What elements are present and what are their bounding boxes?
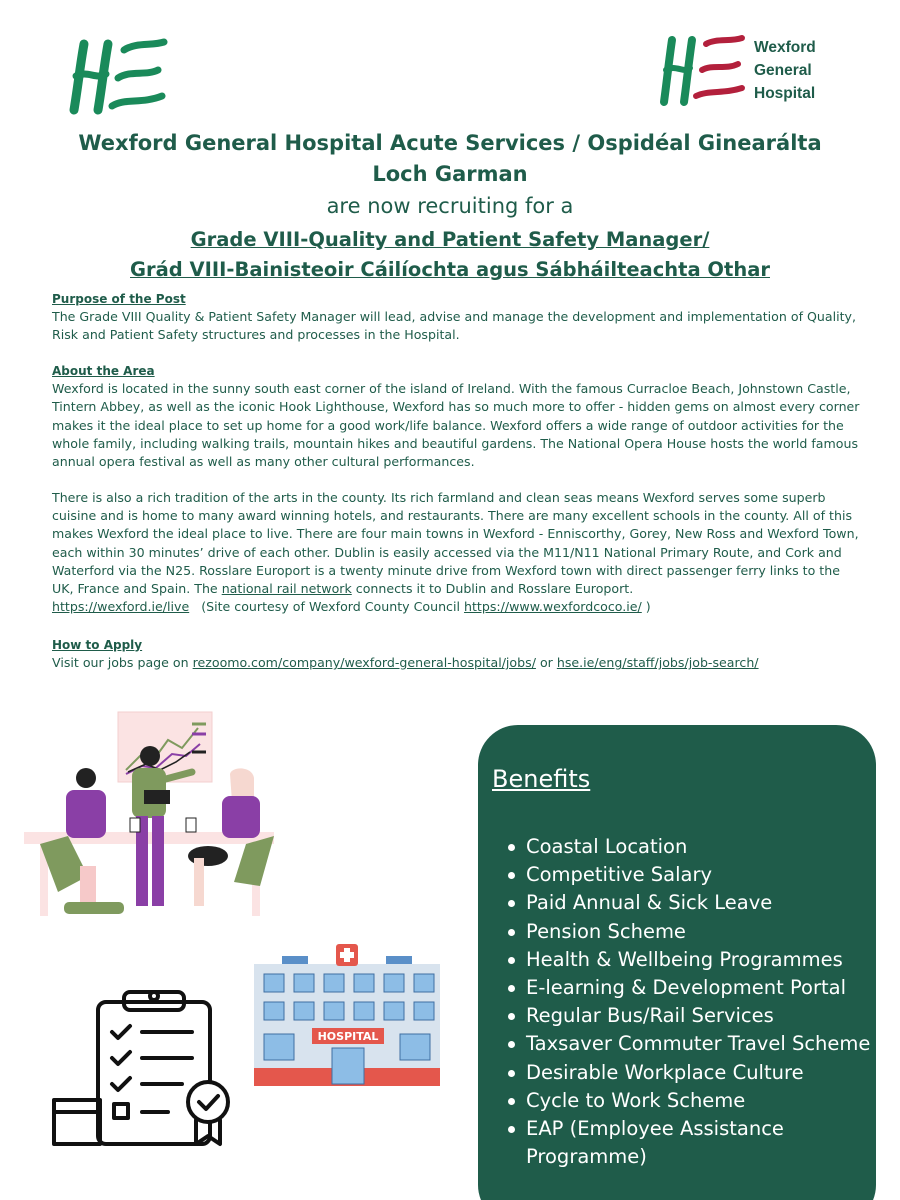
benefit-item: Cycle to Work Scheme: [506, 1087, 876, 1115]
benefit-item: EAP (Employee Assistance Programme): [506, 1115, 876, 1171]
apply-section: [52, 636, 862, 672]
meeting-illustration: [22, 706, 282, 921]
area-section: [52, 362, 862, 471]
hse-logo: [66, 36, 174, 116]
wexford-live-link[interactable]: https://wexford.ie/live: [52, 599, 190, 615]
wexford-general-hospital-logo: [656, 32, 832, 108]
benefit-item: Desirable Workplace Culture: [506, 1059, 876, 1087]
hse-logo-mark: [66, 36, 174, 116]
rezoomo-link[interactable]: rezoomo.com/company/wexford-general-hospital/jobs/: [192, 655, 536, 671]
area-paragraph-2-text: There is also a rich tradition of the arts in the county. Its rich farmland and clean seas means Wexford serves some superb cuisine and is home to many award winning hotels, and restaurants. There are many excellent schools in the county. All of this makes Wexford the ideal place to live. There are four main towns in Wexford - Enniscorthy, Gorey, New Ross and Wexford Town, each within 30 minutes’ drive of each other. Dublin is easily accessed via the M11/N11 National Primary Route, and Cork and Waterford via the N25. Rosslare Europort is a twenty minute drive from Wexford town with direct passenger ferry links to the UK, France and Spain. The: [52, 490, 859, 597]
benefit-item: Regular Bus/Rail Services: [506, 1002, 876, 1030]
benefits-list: [506, 833, 876, 1171]
benefit-item: Paid Annual & Sick Leave: [506, 889, 876, 917]
purpose-text: The Grade VIII Quality & Patient Safety Manager will lead, advise and manage the development and implementation of Quality, Risk and Patient Safety structures and processes in the Hospital.: [52, 309, 857, 343]
meeting-illustration-art: [22, 706, 282, 921]
hospital-sign-text: HOSPITAL: [317, 1030, 379, 1043]
wgh-logo-mark: [656, 32, 748, 108]
benefits-panel: [478, 725, 876, 1200]
national-rail-link[interactable]: national rail network: [221, 581, 352, 597]
courtesy-text: (Site courtesy of Wexford County Council: [189, 599, 464, 615]
org-title: Wexford General Hospital Acute Services / Ospidéal Ginearálta Loch Garman: [78, 131, 822, 186]
hospital-illustration: [252, 944, 442, 1089]
area-heading: About the Area: [52, 364, 155, 378]
area-paragraph-1: Wexford is located in the sunny south east corner of the island of Ireland. With the famous Curracloe Beach, Johnstown Castle, Tintern Abbey, as well as the iconic Hook Lighthouse, Wexford has so much more to offer - hidden gems on almost every corner makes it the ideal place to set up home for a good work/life balance. Wexford offers a wide range of outdoor activities for the whole family, including walking trails, mountain hikes and beautiful gardens. The National Opera House hosts the world famous annual opera festival as well as many other cultural performances.: [52, 381, 860, 470]
benefit-item: E-learning & Development Portal: [506, 974, 876, 1002]
wgh-logo-line: Wexford: [754, 39, 816, 56]
purpose-heading: Purpose of the Post: [52, 292, 186, 306]
wgh-logo-text: [754, 36, 816, 105]
wgh-logo-line: General: [754, 62, 812, 79]
benefit-item: Competitive Salary: [506, 861, 876, 889]
purpose-section: [52, 290, 862, 345]
apply-or: or: [535, 655, 557, 671]
benefit-item: Taxsaver Commuter Travel Scheme: [506, 1030, 876, 1058]
benefit-item: Pension Scheme: [506, 918, 876, 946]
apply-heading: How to Apply: [52, 638, 143, 652]
wexford-council-link[interactable]: https://www.wexfordcoco.ie/: [463, 599, 642, 615]
recruit-line: are now recruiting for a: [326, 194, 574, 218]
role-title-irish: Grád VIII-Bainisteoir Cáilíochta agus Sábháilteachta Othar: [130, 258, 770, 281]
role-title-english: Grade VIII-Quality and Patient Safety Manager/: [190, 228, 710, 251]
hospital-illustration-art: [252, 944, 442, 1089]
hse-jobs-link[interactable]: hse.ie/eng/staff/jobs/job-search/: [556, 655, 759, 671]
area-paragraph-2-tail: connects it to Dublin and Rosslare Europort.: [351, 581, 634, 597]
apply-text: Visit our jobs page on: [52, 655, 193, 671]
checklist-illustration: [50, 988, 236, 1148]
benefits-title: Benefits: [492, 765, 591, 793]
area-paragraph-2: [52, 489, 862, 616]
courtesy-close: ): [641, 599, 651, 615]
checklist-illustration-art: [50, 988, 236, 1148]
wgh-logo-line: Hospital: [754, 85, 816, 102]
benefit-item: Coastal Location: [506, 833, 876, 861]
benefit-item: Health & Wellbeing Programmes: [506, 946, 876, 974]
